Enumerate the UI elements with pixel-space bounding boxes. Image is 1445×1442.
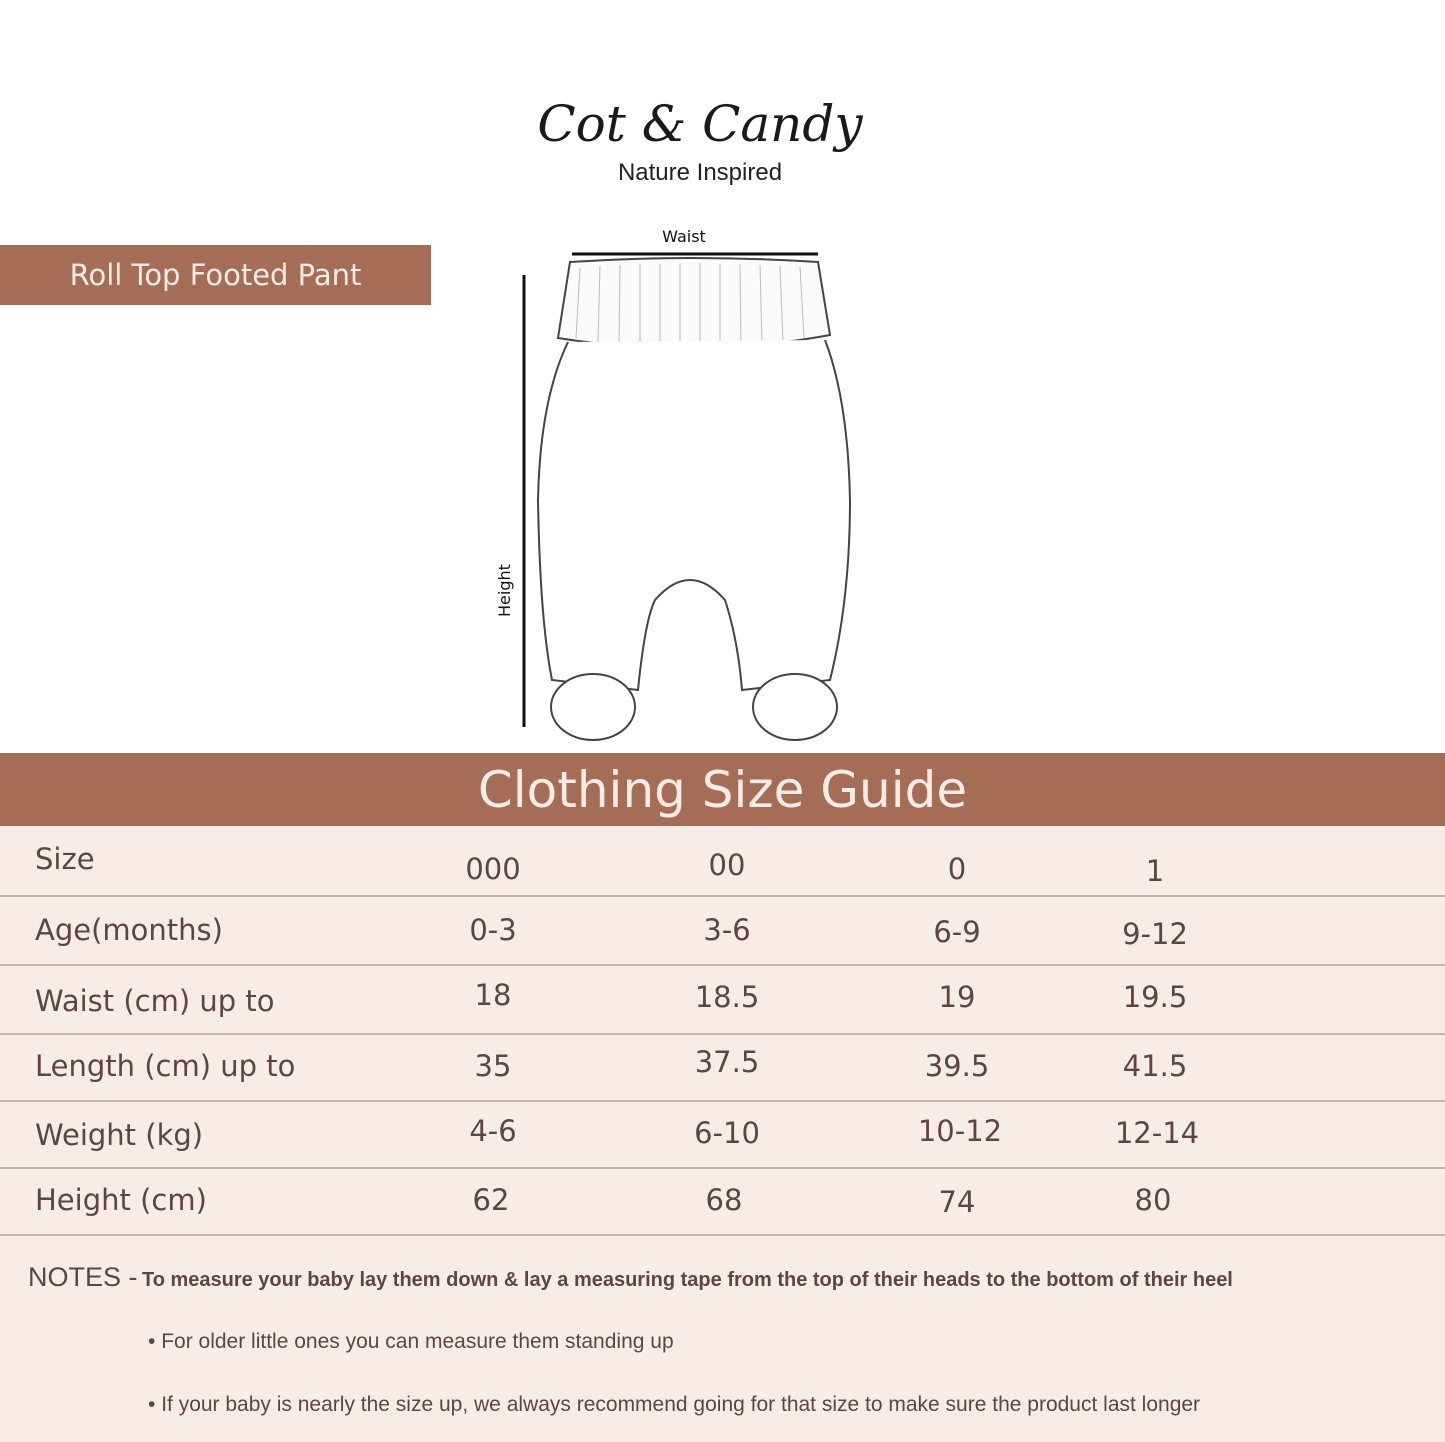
brand-logo bbox=[470, 92, 930, 188]
table-row-height bbox=[0, 1167, 1445, 1236]
table-row-length bbox=[0, 1033, 1445, 1102]
brand-name: Cot & Candy bbox=[537, 95, 863, 153]
cell: 62 bbox=[472, 1183, 510, 1217]
cell: 12-14 bbox=[1114, 1116, 1200, 1150]
cell: 41.5 bbox=[1122, 1049, 1188, 1083]
table-row-waist bbox=[0, 966, 1445, 1035]
cell: 18 bbox=[474, 978, 512, 1012]
cell: 19.5 bbox=[1122, 980, 1188, 1014]
note-bullet: • If your baby is nearly the size up, we always recommend going for that size to make sure the product last longer bbox=[148, 1393, 1201, 1416]
cell: 39.5 bbox=[924, 1049, 990, 1083]
cell: 19 bbox=[938, 980, 976, 1014]
note-bullet-text: If your baby is nearly the size up, we always recommend going for that size to make sure the product last longer bbox=[161, 1393, 1201, 1416]
row-label: Length (cm) up to bbox=[35, 1049, 296, 1083]
note-bullet-text: For older little ones you can measure them standing up bbox=[161, 1330, 674, 1353]
cell: 6-10 bbox=[694, 1116, 760, 1150]
cell: 6-9 bbox=[933, 915, 981, 949]
cell: 18.5 bbox=[694, 980, 760, 1014]
notes bbox=[28, 1262, 1233, 1293]
cell: 1 bbox=[1145, 854, 1165, 888]
cell: 0 bbox=[947, 852, 967, 886]
row-label: Height (cm) bbox=[35, 1183, 207, 1217]
cell: 0-3 bbox=[469, 913, 517, 947]
cell: 68 bbox=[705, 1183, 743, 1217]
row-label: Age(months) bbox=[35, 913, 223, 947]
table-row-age bbox=[0, 897, 1445, 966]
product-name-banner: Roll Top Footed Pant bbox=[0, 245, 431, 305]
cell: 74 bbox=[938, 1185, 976, 1219]
row-label: Waist (cm) up to bbox=[35, 984, 275, 1018]
cell: 80 bbox=[1134, 1183, 1172, 1217]
cell: 9-12 bbox=[1122, 917, 1188, 951]
brand-tagline: Nature Inspired bbox=[617, 159, 783, 186]
size-guide-title: Clothing Size Guide bbox=[0, 753, 1445, 826]
cell: 10-12 bbox=[917, 1114, 1003, 1148]
cell: 4-6 bbox=[469, 1114, 517, 1148]
pant-diagram bbox=[480, 222, 880, 755]
cell: 3-6 bbox=[703, 913, 751, 947]
waist-label: Waist bbox=[662, 227, 706, 246]
cell: 000 bbox=[465, 852, 521, 886]
cell: 00 bbox=[708, 848, 746, 882]
table-row-weight bbox=[0, 1100, 1445, 1169]
note-bullet: • For older little ones you can measure them standing up bbox=[148, 1330, 674, 1353]
table-row-size bbox=[0, 826, 1445, 897]
cell: 37.5 bbox=[694, 1045, 760, 1079]
height-label: Height bbox=[495, 564, 514, 617]
cell: 35 bbox=[474, 1049, 512, 1083]
row-label: Size bbox=[35, 842, 95, 876]
row-label: Weight (kg) bbox=[35, 1118, 204, 1152]
notes-heading: NOTES - bbox=[28, 1262, 138, 1292]
notes-main: To measure your baby lay them down & lay a measuring tape from the top of their heads to the bottom of their heel bbox=[141, 1269, 1233, 1291]
